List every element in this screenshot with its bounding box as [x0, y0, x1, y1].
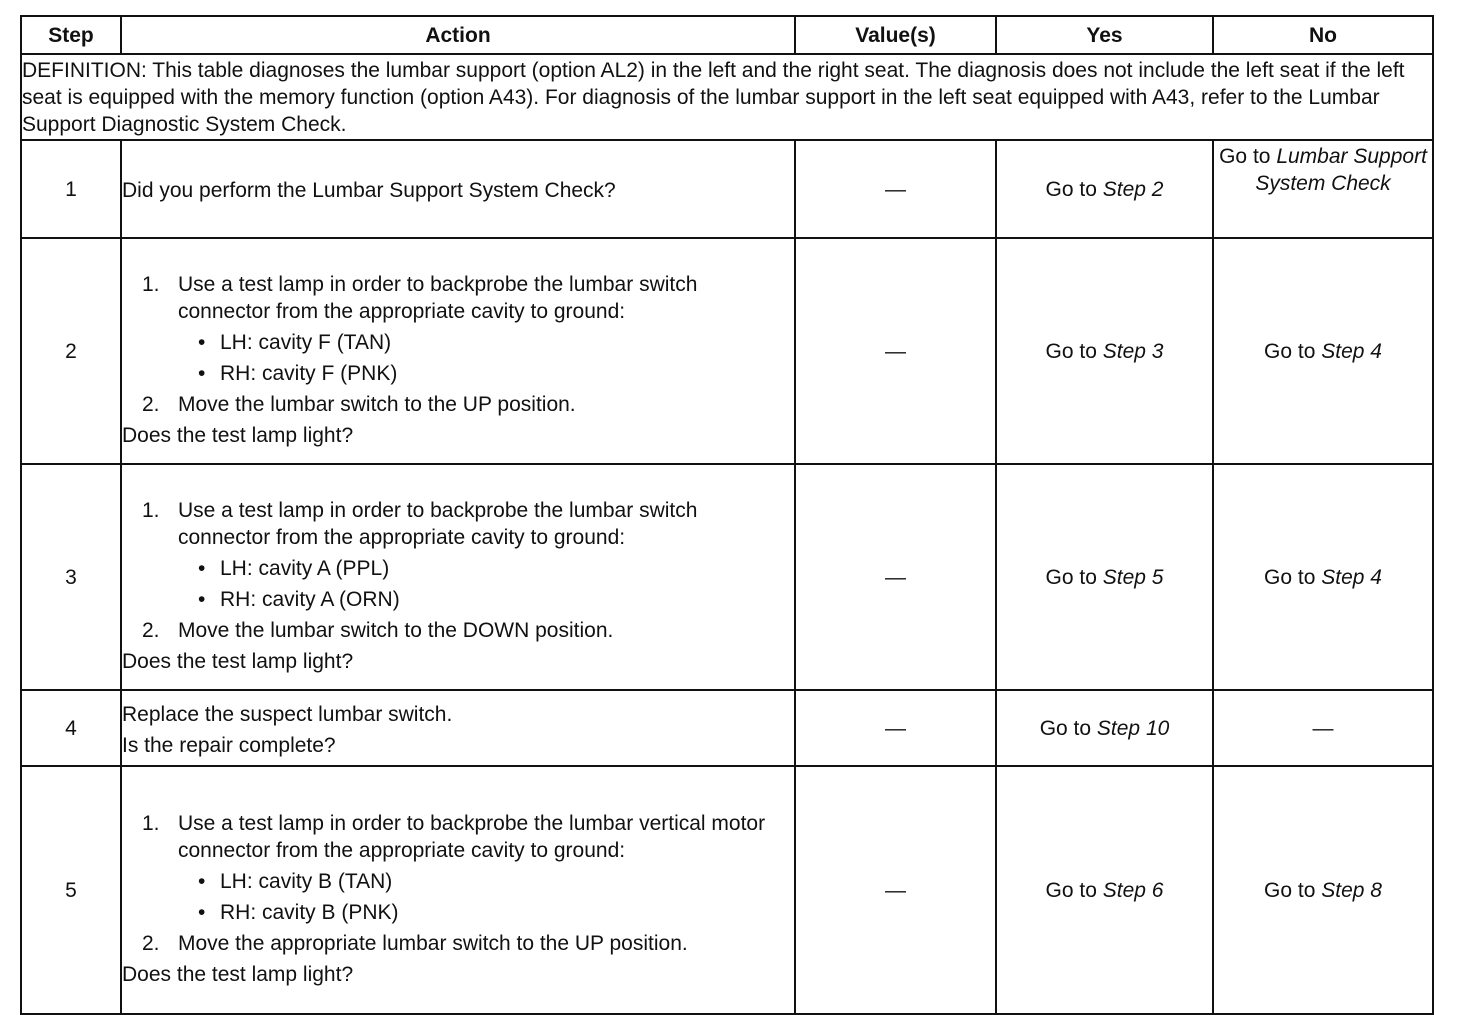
- no-target: Step 4: [1321, 339, 1382, 363]
- header-step: Step: [21, 16, 121, 54]
- bullet-item: • LH: cavity B (TAN): [198, 870, 393, 893]
- action-statement: Replace the suspect lumbar switch.: [122, 703, 453, 726]
- yes-link[interactable]: Go to Step 2: [1045, 177, 1164, 201]
- yes-target: Step 10: [1096, 716, 1170, 740]
- header-action: Action: [121, 16, 795, 54]
- table-row: [21, 766, 1433, 1014]
- action-cell: [121, 464, 795, 690]
- no-cell: [1213, 238, 1433, 464]
- no-cell: [1213, 766, 1433, 1014]
- action-cell: [121, 238, 795, 464]
- step-number: 4: [21, 690, 121, 766]
- action-question: Does the test lamp light?: [122, 424, 354, 447]
- bullet-icon: •: [198, 331, 206, 354]
- bullet-icon: •: [198, 557, 206, 580]
- action-question: Is the repair complete?: [122, 734, 336, 757]
- yes-link[interactable]: Go to Step 6: [1045, 878, 1164, 902]
- action-item: 2. Move the lumbar switch to the UP position.: [142, 393, 576, 416]
- value-cell: —: [795, 238, 996, 464]
- action-question: Does the test lamp light?: [122, 650, 354, 673]
- step-number: 3: [21, 464, 121, 690]
- header-row: [21, 16, 1433, 54]
- bullet-item: • RH: cavity A (ORN): [198, 588, 400, 611]
- no-link[interactable]: Go to Step 4: [1264, 339, 1382, 363]
- yes-link[interactable]: Go to Step 5: [1045, 565, 1164, 589]
- action-item: 2. Move the appropriate lumbar switch to the UP position.: [142, 932, 688, 955]
- no-target: Step 4: [1321, 565, 1382, 589]
- header-yes: Yes: [996, 16, 1213, 54]
- yes-target: Step 3: [1102, 339, 1164, 363]
- bullet-icon: •: [198, 901, 206, 924]
- bullet-icon: •: [198, 362, 206, 385]
- bullet-icon: •: [198, 870, 206, 893]
- yes-cell: [996, 238, 1213, 464]
- no-cell: [1213, 140, 1433, 238]
- action-question: Did you perform the Lumbar Support System Check?: [122, 178, 616, 202]
- yes-cell: [996, 140, 1213, 238]
- bullet-item: • RH: cavity B (PNK): [198, 901, 399, 924]
- yes-link[interactable]: Go to Step 10: [1039, 716, 1170, 740]
- yes-cell: [996, 690, 1213, 766]
- header-value: Value(s): [795, 16, 996, 54]
- yes-link[interactable]: Go to Step 3: [1045, 339, 1164, 363]
- no-link[interactable]: Go to Lumbar Support System Check: [1219, 145, 1427, 195]
- no-target: Step 8: [1321, 878, 1382, 902]
- header-no: No: [1213, 16, 1433, 54]
- action-cell: [121, 140, 795, 238]
- action-cell: [121, 766, 795, 1014]
- action-item: 1. Use a test lamp in order to backprobe the lumbar vertical motor connector from the appropriate cavity to ground:: [142, 812, 766, 862]
- yes-cell: [996, 766, 1213, 1014]
- no-target: Lumbar Support System Check: [1255, 145, 1427, 195]
- value-cell: —: [795, 766, 996, 1014]
- step-number: 5: [21, 766, 121, 1014]
- yes-target: Step 2: [1102, 177, 1164, 201]
- definition-text: DEFINITION: This table diagnoses the lumbar support (option AL2) in the left and the right seat. The diagnosis does not include the left seat if the left seat is equipped with the memory function (option A43). For diagnosis of the lumbar support in the left seat equipped with A43, refer to the Lumbar Support Diagnostic System Check.: [21, 54, 1433, 140]
- no-cell: [1213, 464, 1433, 690]
- no-cell: —: [1213, 690, 1433, 766]
- action-cell: [121, 690, 795, 766]
- value-cell: —: [795, 464, 996, 690]
- value-cell: —: [795, 140, 996, 238]
- definition-row: [21, 54, 1433, 140]
- step-number: 1: [21, 140, 121, 238]
- action-item: 1. Use a test lamp in order to backprobe the lumbar switch connector from the appropriate cavity to ground:: [142, 273, 698, 323]
- table-row: [21, 140, 1433, 238]
- bullet-item: • RH: cavity F (PNK): [198, 362, 398, 385]
- action-item: 2. Move the lumbar switch to the DOWN position.: [142, 619, 614, 642]
- value-cell: —: [795, 690, 996, 766]
- table-row: [21, 238, 1433, 464]
- step-number: 2: [21, 238, 121, 464]
- yes-cell: [996, 464, 1213, 690]
- action-item: 1. Use a test lamp in order to backprobe the lumbar switch connector from the appropriate cavity to ground:: [142, 499, 698, 549]
- no-link[interactable]: Go to Step 8: [1264, 878, 1382, 902]
- yes-target: Step 6: [1102, 878, 1164, 902]
- no-link[interactable]: Go to Step 4: [1264, 565, 1382, 589]
- action-question: Does the test lamp light?: [122, 963, 354, 986]
- yes-target: Step 5: [1102, 565, 1164, 589]
- diagnostic-table: [20, 15, 1434, 1015]
- table-row: [21, 690, 1433, 766]
- table-row: [21, 464, 1433, 690]
- bullet-item: • LH: cavity F (TAN): [198, 331, 392, 354]
- bullet-item: • LH: cavity A (PPL): [198, 557, 390, 580]
- bullet-icon: •: [198, 588, 206, 611]
